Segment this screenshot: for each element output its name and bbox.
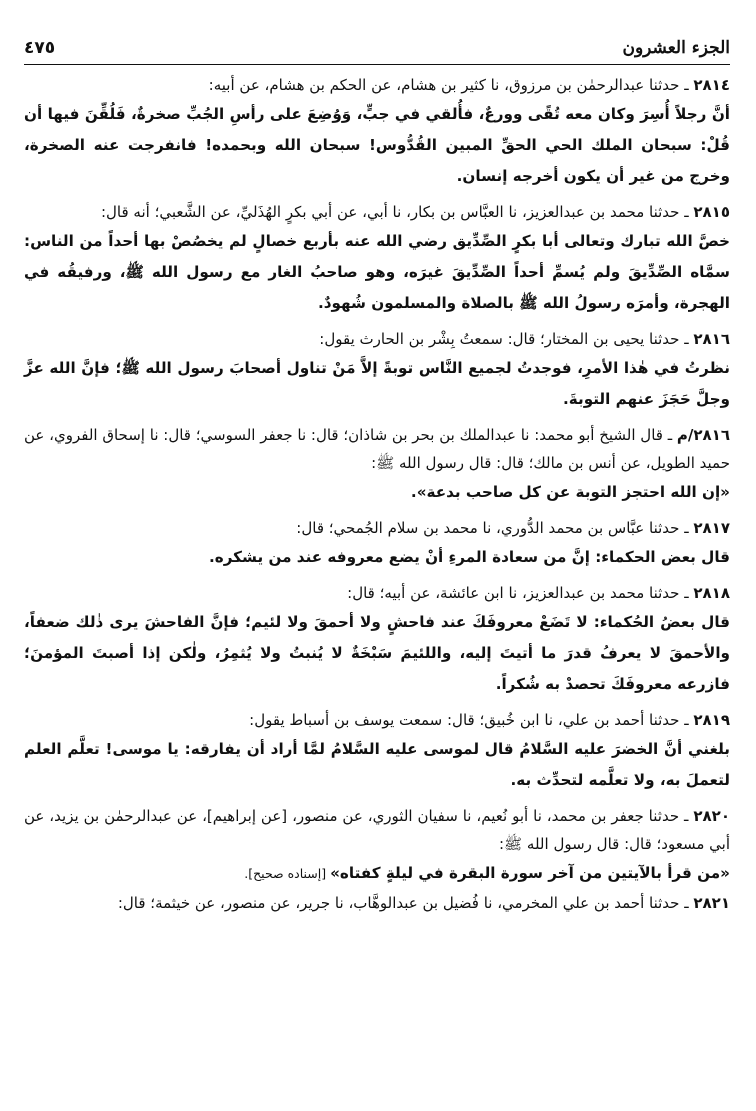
isnad-text <box>24 71 730 99</box>
isnad-text <box>24 325 730 353</box>
hadith-entry <box>24 198 730 319</box>
isnad-text <box>24 579 730 607</box>
hadith-entry <box>24 579 730 700</box>
entry-number: ٢٨١٦ <box>693 330 730 348</box>
hadith-entry <box>24 889 730 917</box>
isnad-text <box>24 889 730 917</box>
hadith-entry <box>24 802 730 889</box>
isnad-text <box>24 802 730 858</box>
entry-number: ٢٨١٨ <box>693 584 730 602</box>
hadith-entry <box>24 325 730 415</box>
page-number: ٤٧٥ <box>24 38 56 58</box>
isnad-text <box>24 421 730 477</box>
matn-text <box>24 858 730 889</box>
isnad-chain: ـ حدثنا عبَّاس بن محمد الدُّوري، نا محمد بن سلام الجُمحي؛ قال: <box>296 519 694 537</box>
matn-text: قال بعض الحكماء: إنَّ من سعادة المرءِ أنْ يضع معروفه عند من يشكره. <box>208 548 730 566</box>
entry-number: ٢٨١٧ <box>693 519 730 537</box>
entry-number: ٢٨١٦/م <box>676 426 730 444</box>
matn-quote: «من قرأ بالآيتين من آخر سورة البقرة في ليلةٍ كفتاه» <box>330 864 730 882</box>
hadith-entry <box>24 706 730 796</box>
matn-text: قال بعضُ الحُكماء: لا تَضَعْ معروفَكَ عند فاحشٍ ولا أحمقَ ولا لئيم؛ فإنَّ الفاحشَ يرى ذٰلك ضعفاً، والأحمقَ لا يعرفُ قدرَ ما أتيتَ إليه، واللئيمَ سَبْخَةٌ لا يُنبتُ ولا يُثمِرُ، ولٰكن إذا أصبتَ المؤمنَ؛ فازرعه معروفَكَ تحصدْ به شُكراً. <box>24 613 730 693</box>
isnad-chain: ـ حدثنا أحمد بن علي المخرمي، نا فُضيل بن عبدالوهَّاب، نا جرير، عن منصور، عن خيثمة؛ قال: <box>117 894 694 912</box>
isnad-text <box>24 706 730 734</box>
isnad-chain: ـ حدثنا يحيى بن المختار؛ قال: سمعتُ بِشْر بن الحارث يقول: <box>319 330 694 348</box>
matn-text: أنَّ رجلاً أُسِرَ وكان معه تُقًى وورعٌ، فأُلقي في جبٍّ، وَوُضِعَ على رأسِ الجُبِّ صخرةٌ، فَلُقِّنَ فيها أن قُلْ: سبحان الملك الحي الحقِّ المبين القُدُّوس! سبحان الله وبحمده! فانفرجت عنه الصخرة، وخرج من غير أن يكون أخرجه إنسان. <box>24 105 730 185</box>
entry-number: ٢٨١٤ <box>693 76 730 94</box>
matn-text: خصَّ الله تبارك وتعالى أبا بكرٍ الصِّدِّيق رضي الله عنه بأربع خصالٍ لم يخصُصْ بها أحداً من الناس: سمَّاه الصِّدِّيقَ ولم يُسمِّ أحداً الصِّدِّيقَ غيرَه، وهو صاحبُ الغار مع رسول الله ﷺ، ورفيقُه في الهجرة، وأمرَه رسولُ الله ﷺ بالصلاة والمسلمون شُهودٌ. <box>24 232 730 312</box>
running-title: الجزء العشرون <box>622 38 730 58</box>
entry-number: ٢٨١٥ <box>693 203 730 221</box>
hadith-entry <box>24 514 730 573</box>
isnad-text <box>24 514 730 542</box>
page-header <box>24 28 730 58</box>
isnad-chain: ـ حدثنا أحمد بن علي، نا ابن خُبيق؛ قال: سمعت يوسف بن أسباط يقول: <box>249 711 694 729</box>
isnad-chain: ـ حدثنا محمد بن عبدالعزيز، نا ابن عائشة، عن أبيه؛ قال: <box>347 584 694 602</box>
hadith-entry <box>24 71 730 192</box>
grading-note: [إسناده صحيح]. <box>244 866 331 881</box>
matn-text: بلغني أنَّ الخضرَ عليه السَّلامُ قال لموسى عليه السَّلامُ لمَّا أراد أن يفارقه: يا موسى! تعلَّم العلم لتعملَ به، ولا تعلَّمه لتحدِّث به. <box>24 740 730 789</box>
isnad-chain: ـ حدثنا جعفر بن محمد، نا أبو نُعيم، نا سفيان الثوري، عن منصور، [عن إبراهيم]، عن عبدالرحمٰن بن يزيد، عن أبي مسعود؛ قال: قال رسول الله ﷺ: <box>24 807 730 853</box>
header-rule <box>24 64 730 65</box>
isnad-chain: ـ قال الشيخ أبو محمد: نا عبدالملك بن بحر بن شاذان؛ قال: نا جعفر السوسي؛ قال: نا إسحاق الفروي، عن حميد الطويل، عن أنس بن مالك؛ قال: قال رسول الله ﷺ: <box>24 426 730 472</box>
entry-number: ٢٨٢٠ <box>693 807 730 825</box>
matn-text: «إن الله احتجز التوبة عن كل صاحب بدعة». <box>410 483 730 501</box>
isnad-text <box>24 198 730 226</box>
entry-number: ٢٨١٩ <box>693 711 730 729</box>
isnad-chain: ـ حدثنا محمد بن عبدالعزيز، نا العبَّاس بن بكار، نا أبي، عن أبي بكرٍ الهُذَليِّ، عن الشَّعبي؛ أنه قال: <box>100 203 694 221</box>
matn-text: نظرتُ في هٰذا الأمرِ، فوجدتُ لجميع النَّاس توبةً إلاَّ مَنْ تناول أصحابَ رسول الله ﷺ؛ فإنَّ الله عزَّ وجلَّ حَجَزَ عنهم التوبةَ. <box>24 359 730 408</box>
entry-number: ٢٨٢١ <box>693 894 730 912</box>
hadith-entry <box>24 421 730 508</box>
isnad-chain: ـ حدثنا عبدالرحمٰن بن مرزوق، نا كثير بن هشام، عن الحكم بن هشام، عن أبيه: <box>208 76 694 94</box>
